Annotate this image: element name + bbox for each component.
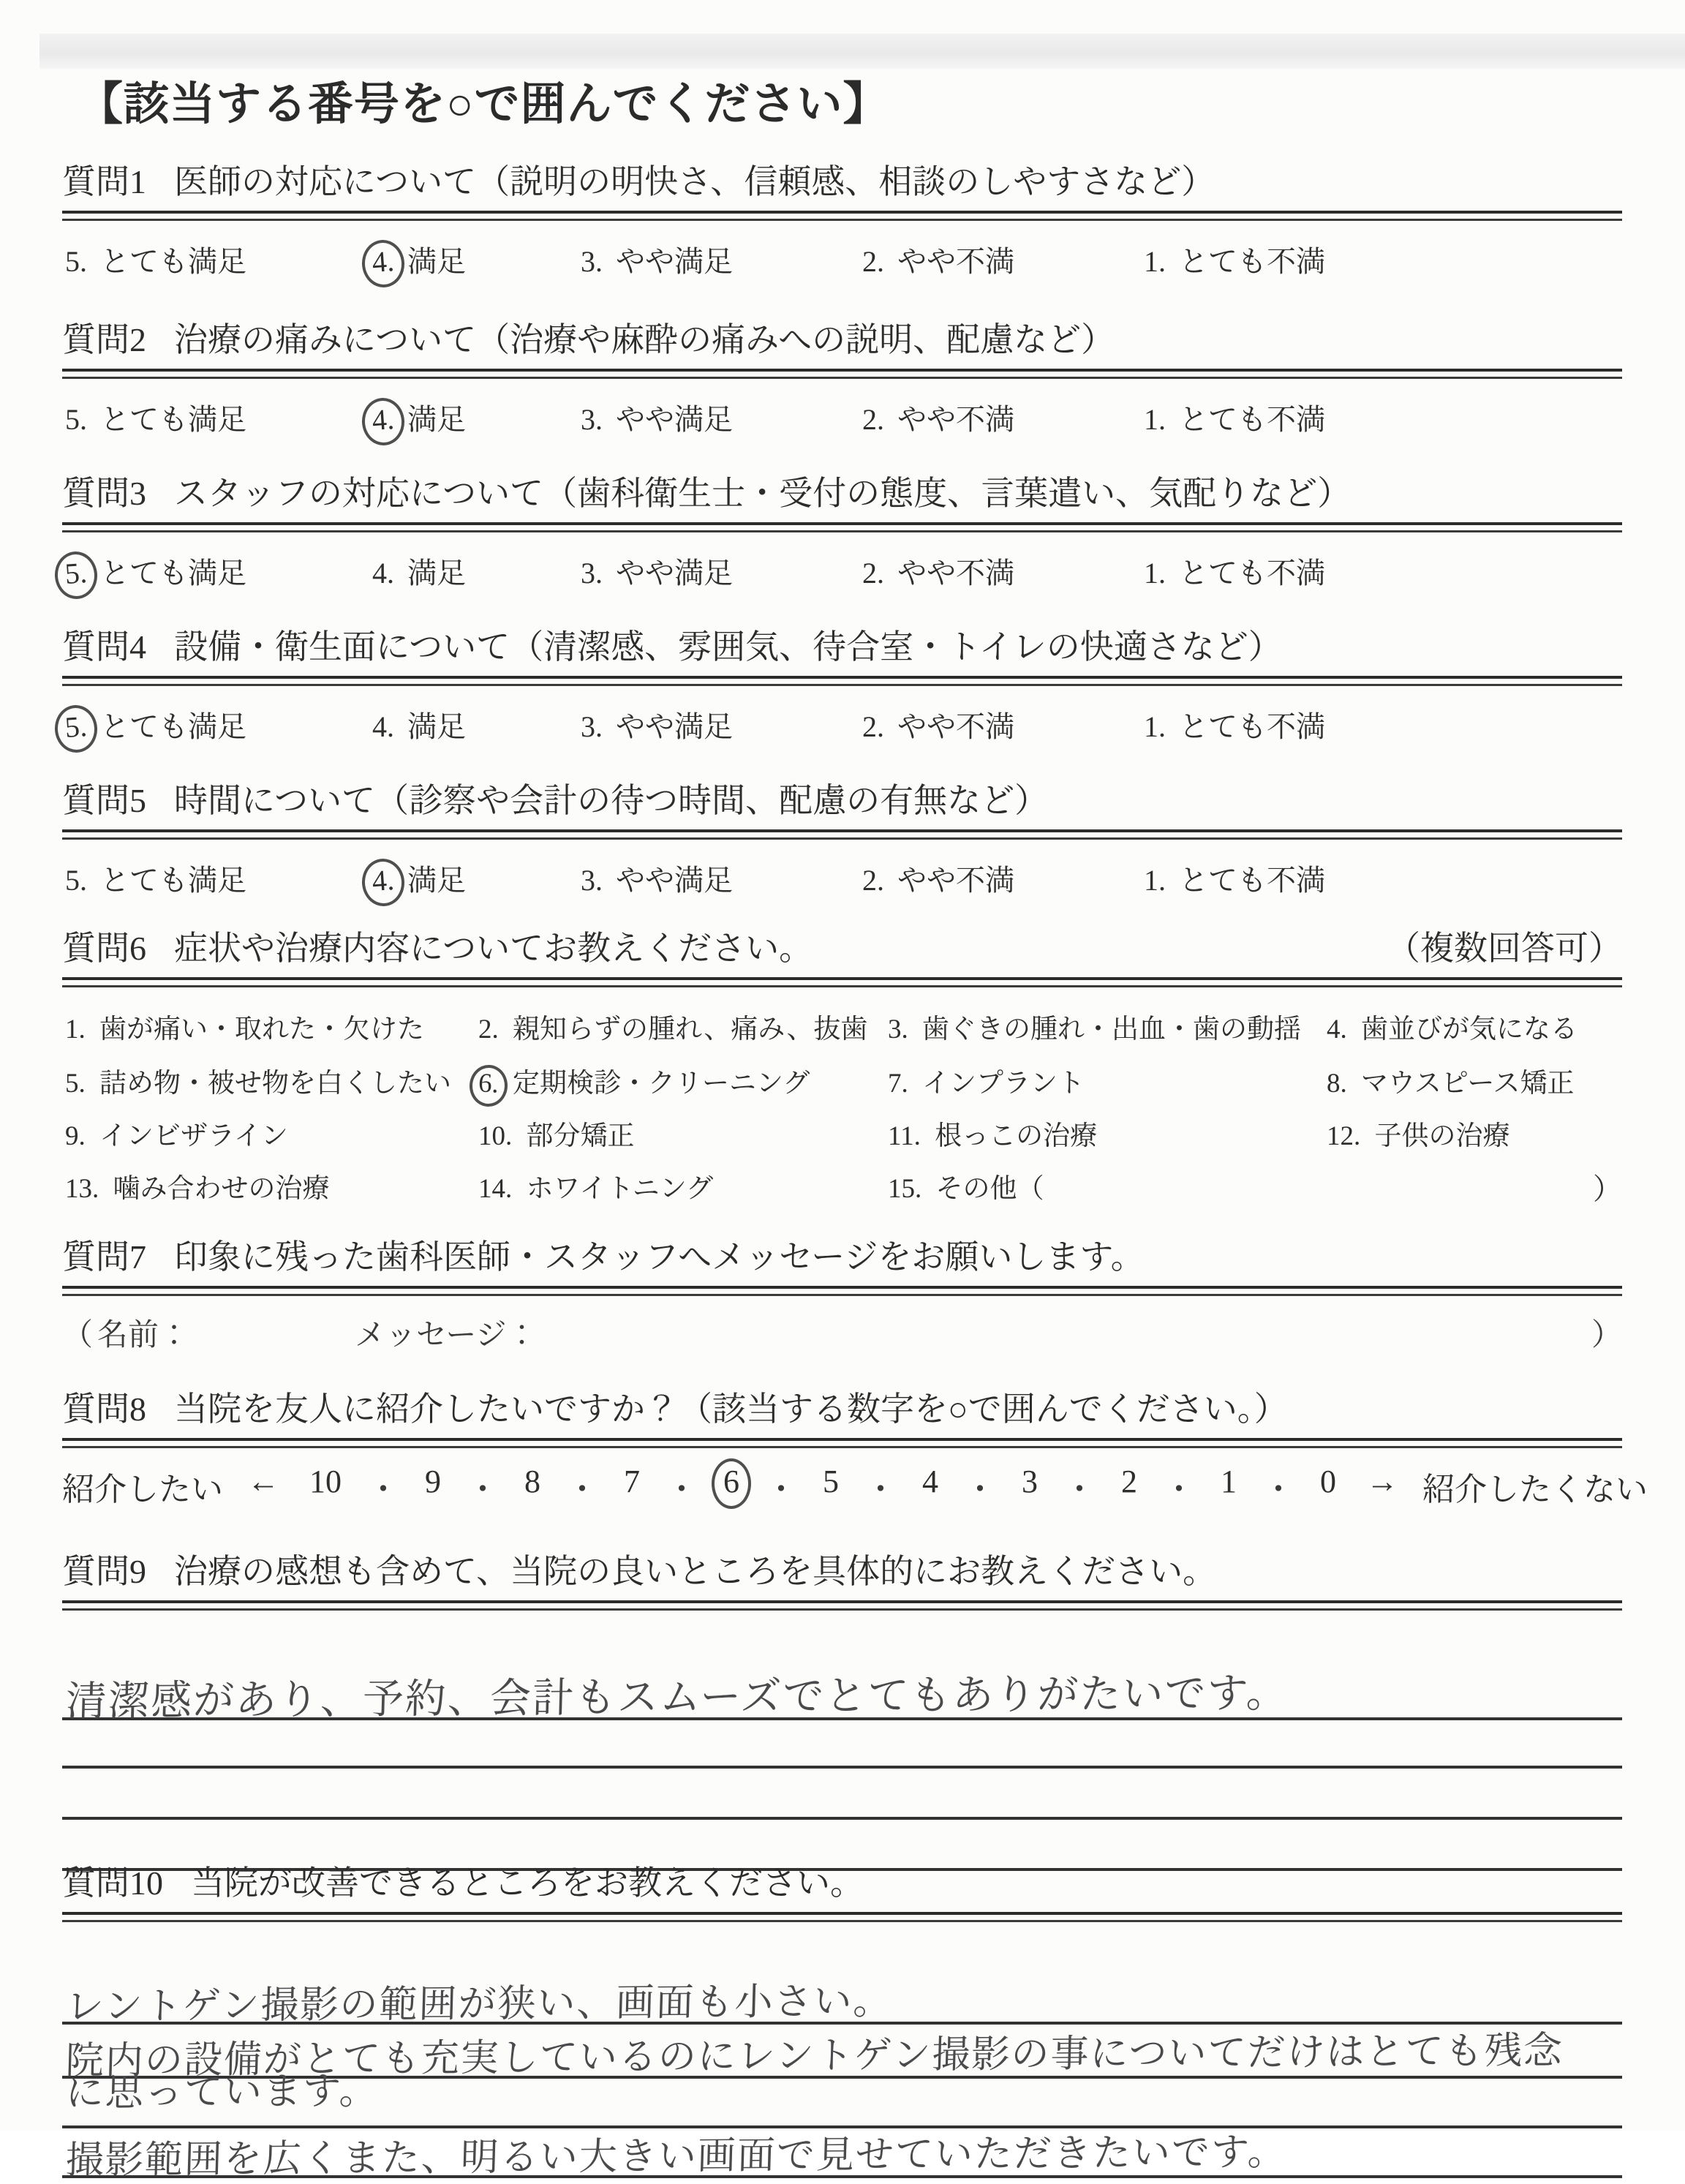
answer-line — [62, 2071, 1622, 2128]
answer-line — [62, 1717, 1622, 1769]
rating-option-1 — [1141, 238, 1325, 282]
handwritten-text: 清潔感があり、予約、会計もスムーズでとてもありがたいです。 — [65, 1671, 1289, 1725]
symptom-option-8 — [1324, 1061, 1575, 1102]
option-label: やや不満 — [897, 245, 1014, 278]
option-label: とても満足 — [100, 864, 246, 897]
scale-number-6: 6 — [712, 1458, 751, 1509]
option-number: 2. — [862, 710, 884, 743]
symptom-option-2 — [475, 1006, 867, 1048]
option-label: やや満足 — [616, 557, 733, 590]
question-title: 治療の感想も含めて、当院の良いところを具体的にお教えください。 — [174, 1553, 1217, 1590]
option-number: 10. — [478, 1121, 513, 1151]
option-label: やや不満 — [897, 403, 1014, 436]
rating-option-3 — [578, 857, 733, 900]
option-label: とても満足 — [100, 710, 246, 743]
scale-separator: ・ — [1063, 1472, 1096, 1507]
answer-line — [62, 2125, 1622, 2182]
option-label: 噛み合わせの治療 — [113, 1174, 330, 1204]
option-label: とても満足 — [100, 403, 246, 436]
scale-left-label: 紹介したい — [62, 1472, 223, 1507]
option-number: 3. — [581, 245, 603, 278]
symptom-option-9 — [62, 1113, 288, 1155]
rating-option-4 — [369, 704, 466, 747]
scanner-artifact-band — [39, 34, 1685, 69]
open-paren: （ — [62, 1319, 94, 1352]
symptom-option-12 — [1324, 1113, 1510, 1155]
scale-number-4: 4 — [922, 1464, 938, 1499]
question-3-header — [62, 472, 1622, 515]
scale-number-10: 10 — [309, 1464, 342, 1499]
right-arrow-icon: → — [1366, 1464, 1398, 1499]
rating-option-2 — [859, 704, 1014, 747]
rating-option-5 — [62, 857, 246, 900]
message-field-label: メッセージ： — [355, 1319, 538, 1352]
name-field-label: 名前： — [97, 1319, 190, 1352]
rating-option-2 — [859, 857, 1014, 900]
option-number: 11. — [888, 1121, 921, 1151]
scale-number-9: 9 — [425, 1464, 441, 1499]
question-10-header — [62, 1862, 1622, 1905]
question-underline — [62, 829, 1622, 840]
option-number: 4. — [361, 857, 406, 908]
nps-scale-row — [62, 1463, 1648, 1521]
symptom-option-1 — [62, 1006, 424, 1048]
option-number: 3. — [581, 864, 603, 897]
answer-area — [62, 1922, 1622, 2182]
option-label: 定期検診・クリーニング — [513, 1069, 810, 1099]
handwritten-text: 撮影範囲を広くまた、明るい大きい画面で見せていただきたいです。 — [65, 2131, 1288, 2182]
question-7-header — [62, 1236, 1622, 1279]
option-label: とても満足 — [100, 557, 246, 590]
option-label: やや満足 — [616, 710, 733, 743]
question-underline — [62, 1438, 1622, 1448]
option-number: 14. — [478, 1174, 513, 1204]
option-label: その他（ — [935, 1174, 1044, 1204]
option-label: 根っこの治療 — [935, 1121, 1098, 1151]
option-number: 6. — [469, 1064, 509, 1108]
rating-option-3 — [578, 550, 733, 593]
option-number: 2. — [862, 403, 884, 436]
option-label: とても不満 — [1179, 557, 1325, 590]
option-number: 5. — [65, 245, 87, 278]
rating-option-1 — [1141, 396, 1325, 440]
rating-options-row — [62, 391, 1622, 448]
rating-option-4 — [369, 550, 466, 593]
option-number: 5. — [65, 1069, 86, 1099]
page-title: 【該当する番号を○で囲んでください】 — [78, 80, 889, 129]
symptom-option-15 — [885, 1166, 1044, 1208]
rating-options-row — [62, 544, 1622, 601]
symptom-option-7 — [885, 1061, 1085, 1102]
option-number: 12. — [1327, 1121, 1361, 1151]
option-label: 歯ぐきの腫れ・出血・歯の動揺 — [922, 1014, 1301, 1044]
other-closing-paren: ） — [1593, 1172, 1622, 1205]
question-8-section — [62, 1388, 1648, 1521]
option-number: 1. — [1144, 710, 1166, 743]
option-number: 1. — [1144, 864, 1166, 897]
symptom-option-4 — [1324, 1006, 1577, 1048]
rating-option-4 — [369, 857, 466, 900]
question-id: 質問6 — [62, 930, 146, 967]
question-2-section — [62, 319, 1622, 448]
scale-separator: ・ — [765, 1472, 797, 1507]
option-number: 3. — [581, 403, 603, 436]
rating-option-3 — [578, 396, 733, 440]
rating-option-1 — [1141, 857, 1325, 900]
scale-separator: ・ — [467, 1472, 499, 1507]
left-arrow-icon: ← — [247, 1464, 279, 1499]
rating-option-5 — [62, 396, 246, 440]
question-underline — [62, 676, 1622, 686]
scale-number-1: 1 — [1221, 1464, 1237, 1499]
rating-option-4 — [369, 396, 466, 440]
option-number: 5. — [65, 864, 87, 897]
option-label: 満足 — [407, 864, 466, 897]
question-id: 質問10 — [62, 1864, 163, 1902]
question-underline — [62, 369, 1622, 379]
question-underline — [62, 1912, 1622, 1922]
question-6-header — [62, 927, 1622, 970]
symptom-option-10 — [475, 1113, 635, 1155]
symptom-option-13 — [62, 1166, 330, 1208]
option-label: 親知らずの腫れ、痛み、抜歯 — [513, 1014, 868, 1044]
handwritten-text: 院内の設備がとても充実しているのにレントゲン撮影の事についてだけはとても残念 — [65, 2030, 1564, 2082]
question-id: 質問8 — [62, 1390, 146, 1428]
symptom-row-4 — [62, 1166, 1622, 1210]
option-number: 13. — [65, 1174, 99, 1204]
question-10-section — [62, 1862, 1622, 2182]
option-number: 3. — [888, 1014, 908, 1044]
rating-option-5 — [62, 238, 246, 282]
scale-number-7: 7 — [624, 1464, 640, 1499]
scale-right-label: 紹介したくない — [1422, 1472, 1648, 1507]
option-number: 4. — [361, 396, 406, 447]
symptom-row-1 — [62, 1006, 1622, 1050]
option-label: とても不満 — [1179, 864, 1325, 897]
message-fields-row — [62, 1311, 1622, 1355]
scale-number-0: 0 — [1320, 1464, 1336, 1499]
option-label: とても不満 — [1179, 403, 1325, 436]
scale-separator: ・ — [964, 1472, 996, 1507]
question-title: 症状や治療内容についてお教えください。 — [174, 930, 813, 967]
option-label: とても不満 — [1179, 710, 1325, 743]
symptom-option-6 — [475, 1061, 810, 1102]
rating-option-2 — [859, 396, 1014, 440]
option-label: 子供の治療 — [1374, 1121, 1510, 1151]
question-underline — [62, 1286, 1622, 1296]
answer-line — [62, 1976, 1622, 2028]
option-number: 2. — [862, 864, 884, 897]
option-number: 4. — [372, 710, 394, 743]
option-label: やや不満 — [897, 864, 1014, 897]
question-title: 治療の痛みについて（治療や麻酔の痛みへの説明、配慮など） — [174, 321, 1115, 358]
scale-separator: ・ — [566, 1472, 598, 1507]
close-paren: ） — [1591, 1319, 1622, 1352]
option-number: 4. — [361, 238, 406, 289]
symptom-row-2 — [62, 1061, 1622, 1104]
scale-separator: ・ — [367, 1472, 399, 1507]
question-title: 医師の対応について（説明の明快さ、信頼感、相談のしやすさなど） — [174, 163, 1215, 200]
option-label: やや満足 — [616, 245, 733, 278]
question-underline — [62, 522, 1622, 532]
option-label: ホワイトニング — [526, 1174, 714, 1204]
option-label: マウスピース矯正 — [1361, 1069, 1575, 1099]
symptom-option-14 — [475, 1166, 713, 1208]
option-number: 8. — [1327, 1069, 1347, 1099]
scale-separator: ・ — [1163, 1472, 1195, 1507]
rating-options-row — [62, 851, 1622, 908]
option-label: やや満足 — [616, 403, 733, 436]
option-number: 4. — [1327, 1014, 1347, 1044]
question-title: 印象に残った歯科医師・スタッフへメッセージをお願いします。 — [174, 1238, 1145, 1276]
symptom-option-3 — [885, 1006, 1301, 1048]
rating-option-3 — [578, 238, 733, 282]
option-label: とても不満 — [1179, 245, 1325, 278]
option-number: 1. — [65, 1014, 86, 1044]
rating-options-row — [62, 698, 1622, 755]
question-id: 質問3 — [62, 475, 146, 512]
question-title: 設備・衛生面について（清潔感、雰囲気、待合室・トイレの快適さなど） — [174, 628, 1282, 666]
option-label: 部分矯正 — [526, 1121, 635, 1151]
question-5-header — [62, 780, 1622, 822]
question-underline — [62, 977, 1622, 987]
option-label: やや不満 — [897, 557, 1014, 590]
option-number: 2. — [478, 1014, 499, 1044]
question-2-header — [62, 319, 1622, 361]
answer-line — [62, 1766, 1622, 1820]
scale-separator: ・ — [864, 1472, 897, 1507]
option-number: 3. — [581, 557, 603, 590]
question-title: 当院が改善できるところをお教えください。 — [191, 1864, 864, 1902]
option-number: 15. — [888, 1174, 922, 1204]
option-label: 満足 — [407, 403, 466, 436]
option-label: 詰め物・被せ物を白くしたい — [99, 1069, 451, 1099]
symptom-row-3 — [62, 1113, 1622, 1157]
option-label: やや満足 — [616, 864, 733, 897]
option-number: 1. — [1144, 403, 1166, 436]
scale-number-5: 5 — [823, 1464, 839, 1499]
answer-area — [62, 1611, 1622, 1874]
question-title: スタッフの対応について（歯科衛生士・受付の態度、言葉遣い、気配りなど） — [174, 475, 1352, 512]
option-number: 2. — [862, 557, 884, 590]
handwritten-text: レントゲン撮影の範囲が狭い、画面も小さい。 — [65, 1981, 894, 2028]
option-number: 5. — [53, 704, 99, 754]
answer-line — [62, 1665, 1622, 1725]
scale-separator: ・ — [666, 1472, 698, 1507]
multi-answer-note: （複数回答可） — [1387, 930, 1622, 967]
question-title: 時間について（診察や会計の待つ時間、配慮の有無など） — [174, 782, 1049, 819]
question-4-header — [62, 626, 1622, 669]
question-id: 質問4 — [62, 628, 146, 666]
rating-option-5 — [62, 550, 246, 593]
scale-number-3: 3 — [1022, 1464, 1038, 1499]
question-id: 質問2 — [62, 321, 146, 358]
question-7-section — [62, 1236, 1622, 1355]
question-1-section — [62, 161, 1622, 290]
symptom-option-11 — [885, 1113, 1097, 1155]
option-number: 5. — [53, 550, 99, 600]
question-id: 質問7 — [62, 1238, 146, 1276]
option-label: とても満足 — [100, 245, 246, 278]
question-1-header — [62, 161, 1622, 203]
rating-option-2 — [859, 238, 1014, 282]
rating-option-3 — [578, 704, 733, 747]
option-number: 2. — [862, 245, 884, 278]
question-8-header — [62, 1388, 1622, 1431]
handwritten-text: に思っています。 — [65, 2071, 380, 2115]
option-number: 5. — [65, 403, 87, 436]
option-label: 満足 — [407, 710, 466, 743]
rating-option-1 — [1141, 550, 1325, 593]
question-3-section — [62, 472, 1622, 601]
option-number: 1. — [1144, 557, 1166, 590]
question-9-section — [62, 1551, 1622, 1874]
rating-options-row — [62, 233, 1622, 290]
question-id: 質問1 — [62, 163, 146, 200]
question-id: 質問9 — [62, 1553, 146, 1590]
scale-number-2: 2 — [1121, 1464, 1137, 1499]
question-underline — [62, 1600, 1622, 1611]
question-title: 当院を友人に紹介したいですか？（該当する数字を○で囲んでください。） — [174, 1390, 1288, 1428]
question-5-section — [62, 780, 1622, 908]
rating-option-2 — [859, 550, 1014, 593]
option-label: 満足 — [407, 245, 466, 278]
option-label: 歯並びが気になる — [1361, 1014, 1577, 1044]
option-label: インビザライン — [99, 1121, 288, 1151]
question-4-section — [62, 626, 1622, 755]
rating-option-1 — [1141, 704, 1325, 747]
option-number: 7. — [888, 1069, 908, 1099]
option-number: 4. — [372, 557, 394, 590]
question-id: 質問5 — [62, 782, 146, 819]
option-label: やや不満 — [897, 710, 1014, 743]
option-number: 9. — [65, 1121, 86, 1151]
option-label: 歯が痛い・取れた・欠けた — [99, 1014, 424, 1044]
question-underline — [62, 211, 1622, 221]
symptom-option-5 — [62, 1061, 451, 1102]
option-number: 3. — [581, 710, 603, 743]
option-label: インプラント — [922, 1069, 1085, 1099]
question-9-header — [62, 1551, 1622, 1593]
rating-option-5 — [62, 704, 246, 747]
scale-separator: ・ — [1262, 1472, 1294, 1507]
option-number: 1. — [1144, 245, 1166, 278]
question-6-section — [62, 927, 1622, 1229]
scale-number-8: 8 — [524, 1464, 540, 1499]
option-label: 満足 — [407, 557, 466, 590]
symptom-options-grid — [62, 987, 1622, 1229]
rating-option-4 — [369, 238, 466, 282]
